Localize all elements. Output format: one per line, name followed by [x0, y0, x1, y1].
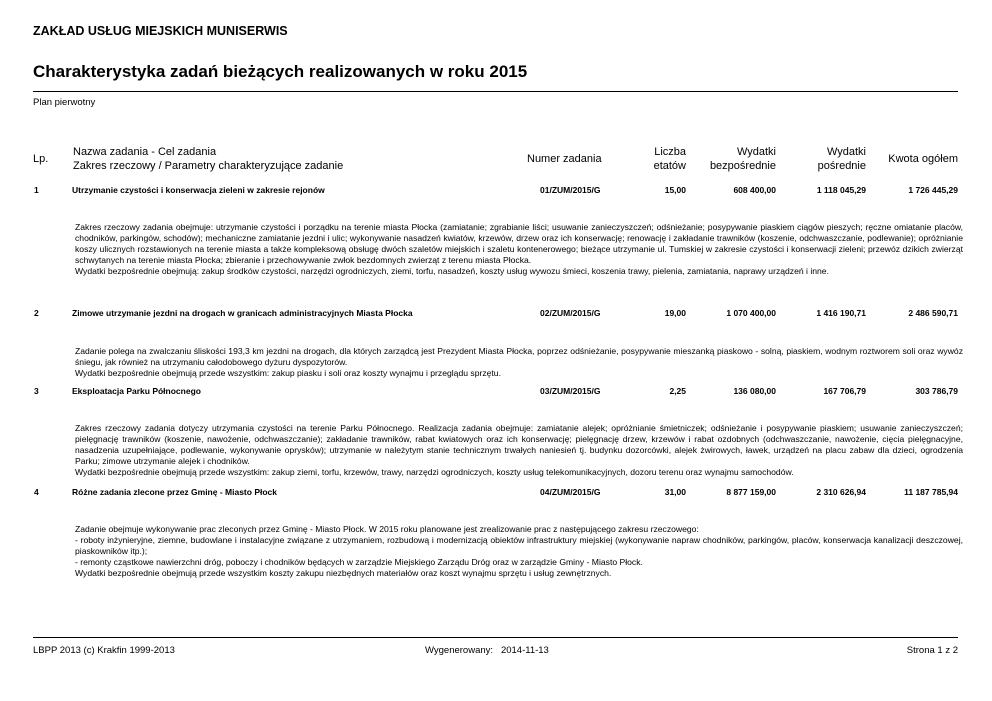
task-number: 01/ZUM/2015/G — [540, 185, 601, 195]
description-paragraph: Wydatki bezpośrednie obejmują przede wszystkim: zakup ziemi, torfu, krzewów, trawy, narzędzi ogrodniczych, koszty usług telekomunikacyjnych, dozoru terenu oraz wynajmu samochodów. — [75, 467, 794, 477]
generated-label: Wygenerowany: — [425, 645, 494, 656]
col-direct-line1: Wydatki — [736, 146, 776, 158]
task-description-4 — [75, 524, 963, 579]
task-lp: 1 — [34, 185, 39, 195]
organization-name: ZAKŁAD USŁUG MIEJSKICH MUNISERWIS — [33, 24, 288, 38]
description-paragraph: Wydatki bezpośrednie obejmują przede wszystkim koszty zakupu niezbędnych materiałów oraz koszt wynajmu sprzętu i usług zewnętrznych. — [75, 568, 612, 578]
footer-copyright: LBPP 2013 (c) Krakfin 1999-2013 — [33, 645, 175, 656]
col-indirect — [790, 145, 866, 173]
task-indirect: 1 118 045,29 — [816, 185, 866, 195]
col-etaty-line2: etatów — [653, 160, 686, 172]
task-description-3 — [75, 423, 963, 478]
page-title: Charakterystyka zadań bieżących realizowanych w roku 2015 — [33, 62, 528, 81]
task-number: 02/ZUM/2015/G — [540, 308, 601, 318]
col-total: Kwota ogółem — [888, 153, 958, 165]
plan-label: Plan pierwotny — [33, 97, 96, 108]
description-paragraph: Wydatki bezpośrednie obejmują: zakup środków czystości, narzędzi ogrodniczych, ziemi, torfu, nasadzeń, koszty usług wywozu śmieci, koszenia trawy, pielenia, zamiatania, naprawy urządzeń i inne. — [75, 266, 829, 276]
description-paragraph: Zadanie obejmuje wykonywanie prac zleconych przez Gminę - Miasto Płock. W 2015 roku planowane jest zrealizowanie prac z następującego zakresu rzeczowego: — [75, 524, 699, 534]
footer-page-number: Strona 1 z 2 — [906, 645, 958, 656]
task-etaty: 31,00 — [664, 487, 686, 497]
title-divider — [33, 91, 958, 92]
task-direct: 608 400,00 — [733, 185, 776, 195]
task-name: Różne zadania zlecone przez Gminę - Miasto Płock — [72, 487, 277, 497]
task-direct: 8 877 159,00 — [726, 487, 776, 497]
task-lp: 4 — [34, 487, 39, 497]
footer-divider — [33, 637, 958, 638]
col-number: Numer zadania — [527, 153, 602, 165]
task-total: 303 786,79 — [915, 386, 958, 396]
col-name — [73, 145, 343, 173]
task-name: Utrzymanie czystości i konserwacja zieleni w zakresie rejonów — [72, 185, 325, 195]
task-number: 04/ZUM/2015/G — [540, 487, 601, 497]
description-paragraph: Zakres rzeczowy zadania obejmuje: utrzymanie czystości i porządku na terenie miasta Płocka (zamiatanie; zgrabianie liści; usuwanie zanieczyszczeń; odśnieżanie; posypywanie piaskiem ciągów pieszych; ręczne omiatanie placów, chodników, parkingów, schodów); mechaniczne zamiatanie jezdni i ulic; wykonywanie nasadzeń kwiatów, krzewów, drzew oraz ich konserwację; renowację i zakładanie trawników (koszenie, odchwaszczanie, podlewanie); opróżnianie koszy ulicznych rozstawionych na terenie miasta a także kompleksową obsługę dwóch szaletów miejskich i szaletu kontenerowego; bieżące utrzymanie ul. Tumskiej w zakresie czystości i konserwacji zieleni; przewóz dzikich zwierząt schwytanych na terenie miasta Płocka; zbieranie i przechowywanie zwłok bezdomnych zwierząt z terenu miasta Płocka. — [75, 222, 963, 265]
description-paragraph: Wydatki bezpośrednie obejmują przede wszystkim: zakup piasku i soli oraz koszty wynajmu i przeglądu sprzętu. — [75, 368, 501, 378]
task-total: 2 486 590,71 — [908, 308, 958, 318]
task-etaty: 15,00 — [664, 185, 686, 195]
col-indirect-line1: Wydatki — [826, 146, 866, 158]
col-direct-line2: bezpośrednie — [709, 160, 776, 172]
footer-generated — [425, 645, 549, 656]
task-etaty: 19,00 — [664, 308, 686, 318]
col-indirect-line2: pośrednie — [817, 160, 866, 172]
task-number: 03/ZUM/2015/G — [540, 386, 601, 396]
task-direct: 136 080,00 — [733, 386, 776, 396]
col-name-line2: Zakres rzeczowy / Parametry charakteryzujące zadanie — [73, 160, 344, 172]
task-direct: 1 070 400,00 — [726, 308, 776, 318]
col-etaty — [620, 145, 686, 173]
task-name: Eksploatacja Parku Północnego — [72, 386, 201, 396]
task-lp: 2 — [34, 308, 39, 318]
task-description-1 — [75, 222, 963, 277]
task-total: 1 726 445,29 — [908, 185, 958, 195]
task-indirect: 2 310 626,94 — [816, 487, 866, 497]
description-paragraph: Zakres rzeczowy zadania dotyczy utrzymania czystości na terenie Parku Północnego. Realizacja zadania obejmuje: zamiatanie alejek; opróżnianie śmietniczek; odśnieżanie i posypywanie piaskiem; usuwanie zanieczyszczeń; pielęgnację trawników (koszenie, nawożenie, odchwaszczanie); zakładanie trawników, rabat kwiatowych oraz ich konserwację; pielęgnację drzew, krzewów i rabat ozdobnych (odchwaszczanie, nawożenie, cięcia pielęgnacyjne, nasadzenia uzupełniające, podlewanie, wykonywanie oprysków); utrzymanie w należytym stanie technicznym trwałych naniesień tj. budynku dozorcówki, alejek żwirowych, ławek, urządzeń na placu zabaw dla dzieci, ogrodzenia Parku; zimowe utrzymanie alejek i chodników. — [75, 423, 963, 466]
description-paragraph: Zadanie polega na zwalczaniu śliskości 193,3 km jezdni na drogach, dla których zarządcą jest Prezydent Miasta Płocka, poprzez odśnieżanie, posypywanie mieszanką piaskowo - solną, piaskiem, wodnym roztworem soli oraz wywóz śniegu, jak również na utrzymaniu całodobowego dyżuru dyspozytorów. — [75, 346, 963, 367]
task-total: 11 187 785,94 — [904, 487, 958, 497]
task-etaty: 2,25 — [669, 386, 686, 396]
description-paragraph: - roboty inżynieryjne, ziemne, budowlane i instalacyjne związane z utrzymaniem, rozbudową i modernizacją obiektów infrastruktury miejskiej (wykonywanie napraw chodników, parkingów, placów, konserwacja kanalizacji deszczowej, piaskowników itp.); — [75, 535, 963, 556]
task-indirect: 1 416 190,71 — [816, 308, 866, 318]
description-paragraph: - remonty cząstkowe nawierzchni dróg, poboczy i chodników będących w zarządzie Miejskiego Zarządu Dróg oraz w zarządzie Gminy - Miasto Płock. — [75, 557, 643, 567]
col-direct — [690, 145, 776, 173]
task-lp: 3 — [34, 386, 39, 396]
col-etaty-line1: Liczba — [654, 146, 686, 158]
task-description-2 — [75, 346, 963, 379]
col-lp: Lp. — [33, 153, 49, 165]
task-indirect: 167 706,79 — [823, 386, 866, 396]
task-name: Zimowe utrzymanie jezdni na drogach w granicach administracyjnych Miasta Płocka — [72, 308, 413, 318]
generated-date: 2014-11-13 — [500, 645, 549, 656]
col-name-line1: Nazwa zadania - Cel zadania — [73, 146, 217, 158]
